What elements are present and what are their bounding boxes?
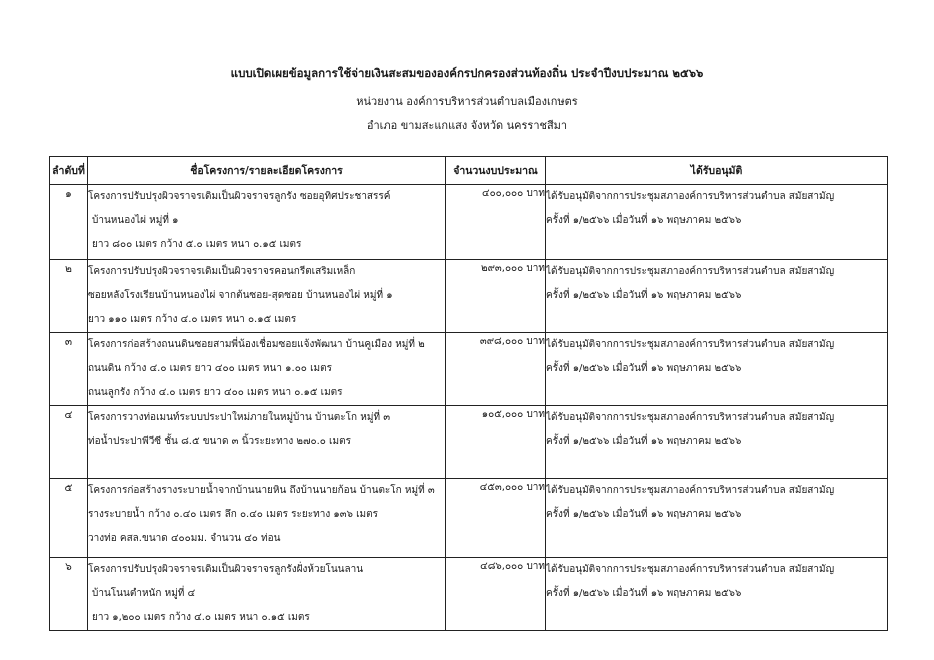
row-number: ๕ (50, 479, 88, 558)
approval-line: ได้รับอนุมัติจากการประชุมสภาองค์การบริหารส่วนตำบล สมัยสามัญ (546, 339, 835, 350)
table-row (50, 479, 888, 558)
header-budget: จำนวนงบประมาณ (446, 157, 546, 185)
budget-value: ๔๕๓,๐๐๐ บาท (479, 482, 545, 493)
table-row (50, 558, 888, 631)
approval-details (546, 406, 888, 479)
project-details (88, 479, 446, 558)
project-line: ยาว ๑,๒๐๐ เมตร กว้าง ๔.๐ เมตร หนา ๐.๑๕ เมตร (92, 612, 310, 623)
approval-line: ครั้งที่ ๑/๒๕๖๖ เมื่อวันที่ ๑๖ พฤษภาคม ๒๕๖๖ (546, 436, 742, 447)
project-line: บ้านโนนตำหนัก หมู่ที่ ๔ (92, 588, 196, 599)
approval-line: ได้รับอนุมัติจากการประชุมสภาองค์การบริหารส่วนตำบล สมัยสามัญ (546, 266, 835, 277)
budget-value: ๓๙๘,๐๐๐ บาท (479, 336, 545, 347)
project-line: ยาว ๘๐๐ เมตร กว้าง ๕.๐ เมตร หนา ๐.๑๕ เมตร (92, 239, 302, 250)
budget-amount (446, 558, 546, 631)
table-header-row (50, 157, 888, 185)
header-no: ลำดับที่ (50, 157, 88, 185)
table-row (50, 406, 888, 479)
budget-amount (446, 333, 546, 406)
project-line: โครงการปรับปรุงผิวจราจรเดิมเป็นผิวจราจรคอนกรีตเสริมเหล็ก (88, 266, 356, 277)
project-line: รางระบายน้ำ กว้าง ๐.๔๐ เมตร ลึก ๐.๔๐ เมตร ระยะทาง ๑๓๖ เมตร (88, 509, 378, 520)
header-approval: ได้รับอนุมัติ (546, 157, 888, 185)
approval-line: ครั้งที่ ๑/๒๕๖๖ เมื่อวันที่ ๑๖ พฤษภาคม ๒๕๖๖ (546, 588, 742, 599)
project-line: ท่อน้ำประปาพีวีซี ชั้น ๘.๕ ขนาด ๓ นิ้วระยะทาง ๒๗๐.๐ เมตร (88, 436, 351, 447)
budget-amount (446, 260, 546, 333)
row-number: ๖ (50, 558, 88, 631)
approval-details (546, 260, 888, 333)
project-line: โครงการปรับปรุงผิวจราจรเดิมเป็นผิวจราจรลูกรัง ซอยอุทิศประชาสรรค์ (88, 191, 391, 202)
location-line: อำเภอ ขามสะแกแสง จังหวัด นครราชสีมา (366, 119, 568, 132)
approval-line: ครั้งที่ ๑/๒๕๖๖ เมื่อวันที่ ๑๖ พฤษภาคม ๒๕๖๖ (546, 363, 742, 374)
approval-line: ครั้งที่ ๑/๒๕๖๖ เมื่อวันที่ ๑๖ พฤษภาคม ๒๕๖๖ (546, 215, 742, 226)
row-number: ๓ (50, 333, 88, 406)
approval-details (546, 333, 888, 406)
approval-line: ได้รับอนุมัติจากการประชุมสภาองค์การบริหารส่วนตำบล สมัยสามัญ (546, 485, 835, 496)
project-line: ซอยหลังโรงเรียนบ้านหนองไผ่ จากต้นซอย-สุดซอย บ้านหนองไผ่ หมู่ที่ ๑ (88, 290, 393, 301)
project-line: ถนนลูกรัง กว้าง ๔.๐ เมตร ยาว ๔๐๐ เมตร หนา ๐.๑๕ เมตร (88, 387, 343, 398)
agency-line: หน่วยงาน องค์การบริหารส่วนตำบลเมืองเกษตร (356, 95, 578, 108)
approval-line: ได้รับอนุมัติจากการประชุมสภาองค์การบริหารส่วนตำบล สมัยสามัญ (546, 191, 835, 202)
project-line: ถนนดิน กว้าง ๔.๐ เมตร ยาว ๔๐๐ เมตร หนา ๑.๐๐ เมตร (88, 363, 332, 374)
approval-details (546, 185, 888, 260)
project-line: โครงการก่อสร้างถนนดินซอยสามพี่น้องเชื่อมซอยแจ้งพัฒนา บ้านคูเมือง หมู่ที่ ๒ (88, 339, 425, 350)
project-line: วางท่อ คสล.ขนาด ๔๐๐มม. จำนวน ๔๐ ท่อน (88, 533, 281, 544)
budget-value: ๔๐๐,๐๐๐ บาท (482, 188, 545, 199)
row-number: ๔ (50, 406, 88, 479)
approval-line: ได้รับอนุมัติจากการประชุมสภาองค์การบริหารส่วนตำบล สมัยสามัญ (546, 564, 835, 575)
approval-line: ได้รับอนุมัติจากการประชุมสภาองค์การบริหารส่วนตำบล สมัยสามัญ (546, 412, 835, 423)
table-row (50, 333, 888, 406)
approval-line: ครั้งที่ ๑/๒๕๖๖ เมื่อวันที่ ๑๖ พฤษภาคม ๒๕๖๖ (546, 509, 742, 520)
project-line: โครงการปรับปรุงผิวจราจรเดิมเป็นผิวจราจรลูกรังฝั่งห้วยโนนลาน (88, 564, 364, 575)
document-title: แบบเปิดเผยข้อมูลการใช้จ่ายเงินสะสมขององค์กรปกครองส่วนท้องถิ่น ประจำปีงบประมาณ ๒๕๖๖ (230, 66, 704, 80)
budget-amount (446, 406, 546, 479)
project-details (88, 260, 446, 333)
project-line: โครงการก่อสร้างรางระบายน้ำจากบ้านนายหิน ถึงบ้านนายก้อน บ้านตะโก หมู่ที่ ๓ (88, 485, 435, 496)
approval-details (546, 558, 888, 631)
budget-value: ๑๐๕,๐๐๐ บาท (481, 409, 545, 420)
budget-amount (446, 185, 546, 260)
budget-amount (446, 479, 546, 558)
project-line: โครงการวางท่อเมนท์ระบบประปาใหม่ภายในหมู่บ้าน บ้านตะโก หมู่ที่ ๓ (88, 412, 391, 423)
table-row (50, 185, 888, 260)
project-details (88, 333, 446, 406)
project-line: บ้านหนองไผ่ หมู่ที่ ๑ (92, 215, 179, 226)
row-number: ๑ (50, 185, 88, 260)
approval-details (546, 479, 888, 558)
project-details (88, 185, 446, 260)
budget-value: ๔๘๖,๐๐๐ บาท (480, 561, 545, 572)
approval-line: ครั้งที่ ๑/๒๕๖๖ เมื่อวันที่ ๑๖ พฤษภาคม ๒๕๖๖ (546, 290, 742, 301)
budget-table (49, 156, 888, 631)
project-details (88, 406, 446, 479)
row-number: ๒ (50, 260, 88, 333)
project-line: ยาว ๑๑๐ เมตร กว้าง ๔.๐ เมตร หนา ๐.๑๕ เมตร (88, 314, 297, 325)
budget-value: ๒๙๓,๐๐๐ บาท (481, 263, 545, 274)
project-details (88, 558, 446, 631)
header-project-name: ชื่อโครงการ/รายละเอียดโครงการ (88, 157, 446, 185)
table-row (50, 260, 888, 333)
